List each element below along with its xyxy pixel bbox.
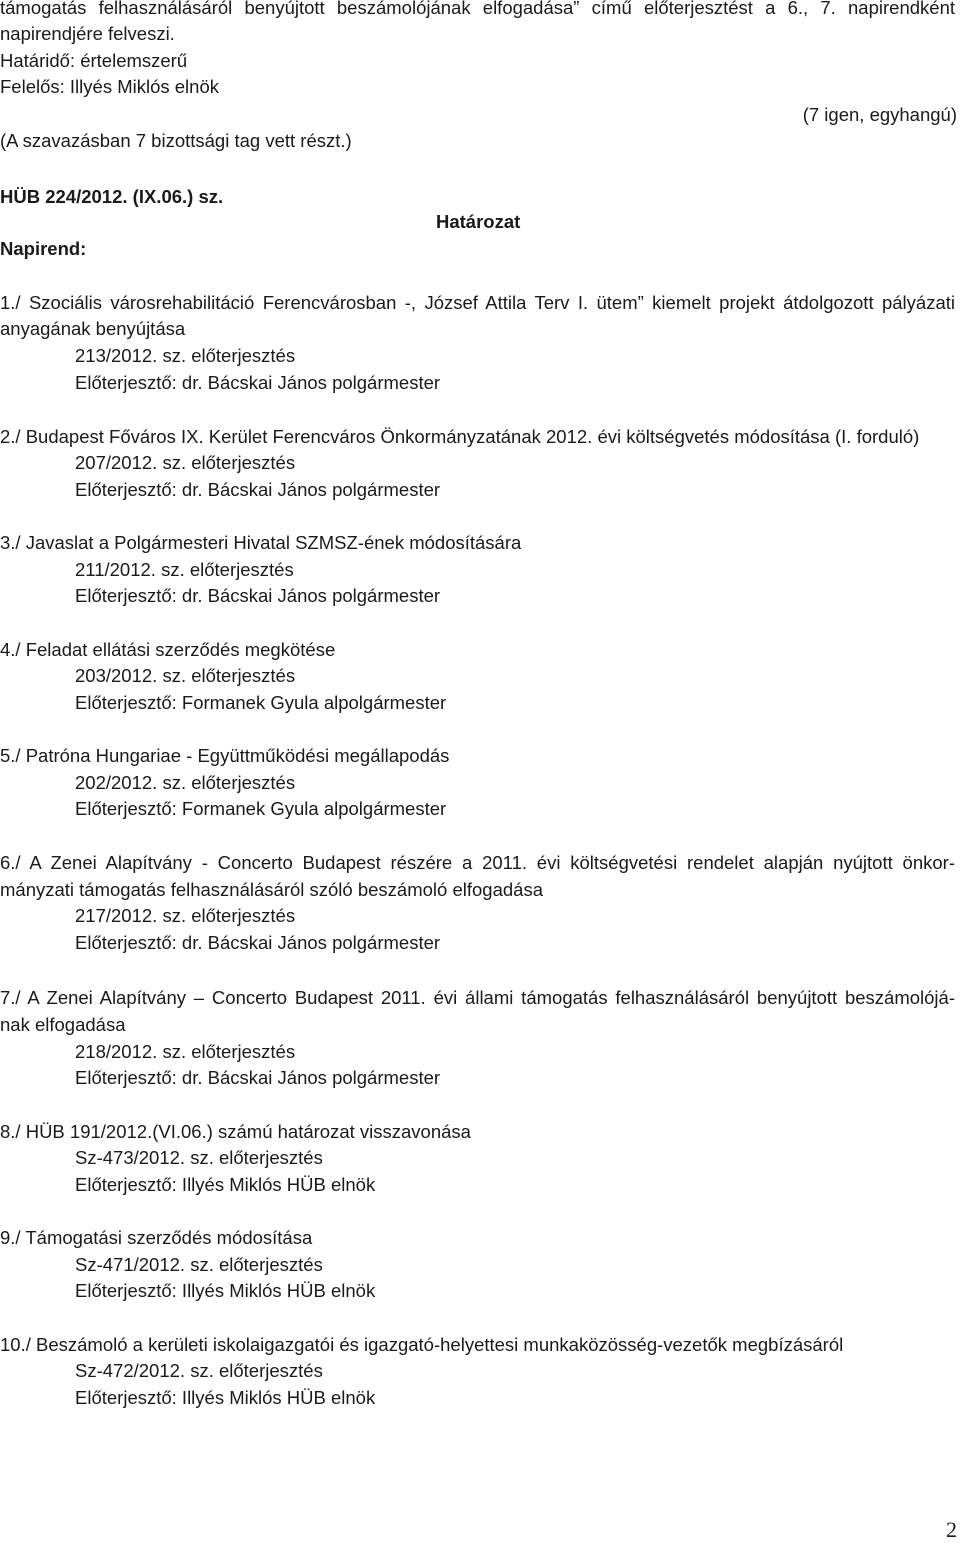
agenda-item-ref: Sz-471/2012. sz. előterjesztés <box>75 1254 323 1275</box>
agenda-item-ref: 211/2012. sz. előterjesztés <box>75 559 294 580</box>
agenda-item-presenter: Előterjesztő: Formanek Gyula alpolgármester <box>75 798 447 819</box>
agenda-item-ref: 218/2012. sz. előterjesztés <box>75 1041 296 1062</box>
agenda-item-title: 7./ A Zenei Alapítvány – Concerto Budapest 2011. évi állami támogatás felhasználásáról benyújtott beszámolójá- <box>0 987 955 1008</box>
agenda-item-title: nak elfogadása <box>0 1014 126 1035</box>
agenda-label: Napirend: <box>0 238 87 259</box>
agenda-item-title: 2./ Budapest Főváros IX. Kerület Ferencváros Önkormányzatának 2012. évi költségvetés módosítása (I. forduló) <box>0 426 920 447</box>
page-number: 2 <box>946 1517 957 1542</box>
resolution-title: Határozat <box>436 211 521 232</box>
agenda-item-title: 1./ Szociális városrehabilitáció Ferencvárosban -, József Attila Terv I. ütem” kiemelt projekt átdolgozott pályázati <box>0 292 955 313</box>
agenda-item-ref: Sz-473/2012. sz. előterjesztés <box>75 1147 323 1168</box>
agenda-item-title: 8./ HÜB 191/2012.(VI.06.) számú határozat visszavonása <box>0 1121 471 1142</box>
agenda-item-presenter: Előterjesztő: Illyés Miklós HÜB elnök <box>75 1174 376 1195</box>
agenda-item-title: mányzati támogatás felhasználásáról szóló beszámoló elfogadása <box>0 879 543 900</box>
agenda-item-ref: 217/2012. sz. előterjesztés <box>75 905 296 926</box>
agenda-item-ref: 207/2012. sz. előterjesztés <box>75 452 296 473</box>
agenda-item-title: 5./ Patróna Hungariae - Együttműködési megállapodás <box>0 745 450 766</box>
agenda-item-presenter: Előterjesztő: Illyés Miklós HÜB elnök <box>75 1280 376 1301</box>
agenda-item-title: 4./ Feladat ellátási szerződés megkötése <box>0 639 336 660</box>
responsible-text: Felelős: Illyés Miklós elnök <box>0 76 219 97</box>
resolution-number: HÜB 224/2012. (IX.06.) sz. <box>0 186 224 207</box>
intro-line-2: napirendjére felveszi. <box>0 23 175 44</box>
agenda-item-presenter: Előterjesztő: dr. Bácskai János polgármester <box>75 932 441 953</box>
agenda-item-presenter: Előterjesztő: Formanek Gyula alpolgármester <box>75 692 447 713</box>
vote-result: (7 igen, egyhangú) <box>802 104 957 125</box>
agenda-item-ref: 202/2012. sz. előterjesztés <box>75 772 296 793</box>
intro-line-1: támogatás felhasználásáról benyújtott beszámolójának elfogadása” című előterjesztést a 6., 7. napirendként <box>0 0 955 18</box>
agenda-item-title: 3./ Javaslat a Polgármesteri Hivatal SZMSZ-ének módosítására <box>0 532 522 553</box>
agenda-item-presenter: Előterjesztő: Illyés Miklós HÜB elnök <box>75 1387 376 1408</box>
agenda-item-title: 9./ Támogatási szerződés módosítása <box>0 1227 313 1248</box>
participation-text: (A szavazásban 7 bizottsági tag vett részt.) <box>0 130 352 151</box>
agenda-item-title: 6./ A Zenei Alapítvány - Concerto Budapest részére a 2011. évi költségvetési rendelet alapján nyújtott önkor- <box>0 852 955 873</box>
agenda-item-presenter: Előterjesztő: dr. Bácskai János polgármester <box>75 372 441 393</box>
agenda-item-ref: Sz-472/2012. sz. előterjesztés <box>75 1360 323 1381</box>
agenda-item-presenter: Előterjesztő: dr. Bácskai János polgármester <box>75 585 441 606</box>
agenda-item-title: 10./ Beszámoló a kerületi iskolaigazgatói és igazgató-helyettesi munkaközösség-vezetők megbízásáról <box>0 1334 844 1355</box>
deadline-text: Határidő: értelemszerű <box>0 50 188 71</box>
agenda-item-ref: 203/2012. sz. előterjesztés <box>75 665 296 686</box>
agenda-item-presenter: Előterjesztő: dr. Bácskai János polgármester <box>75 479 441 500</box>
agenda-item-title: anyagának benyújtása <box>0 318 186 339</box>
agenda-item-presenter: Előterjesztő: dr. Bácskai János polgármester <box>75 1067 441 1088</box>
agenda-item-ref: 213/2012. sz. előterjesztés <box>75 345 296 366</box>
